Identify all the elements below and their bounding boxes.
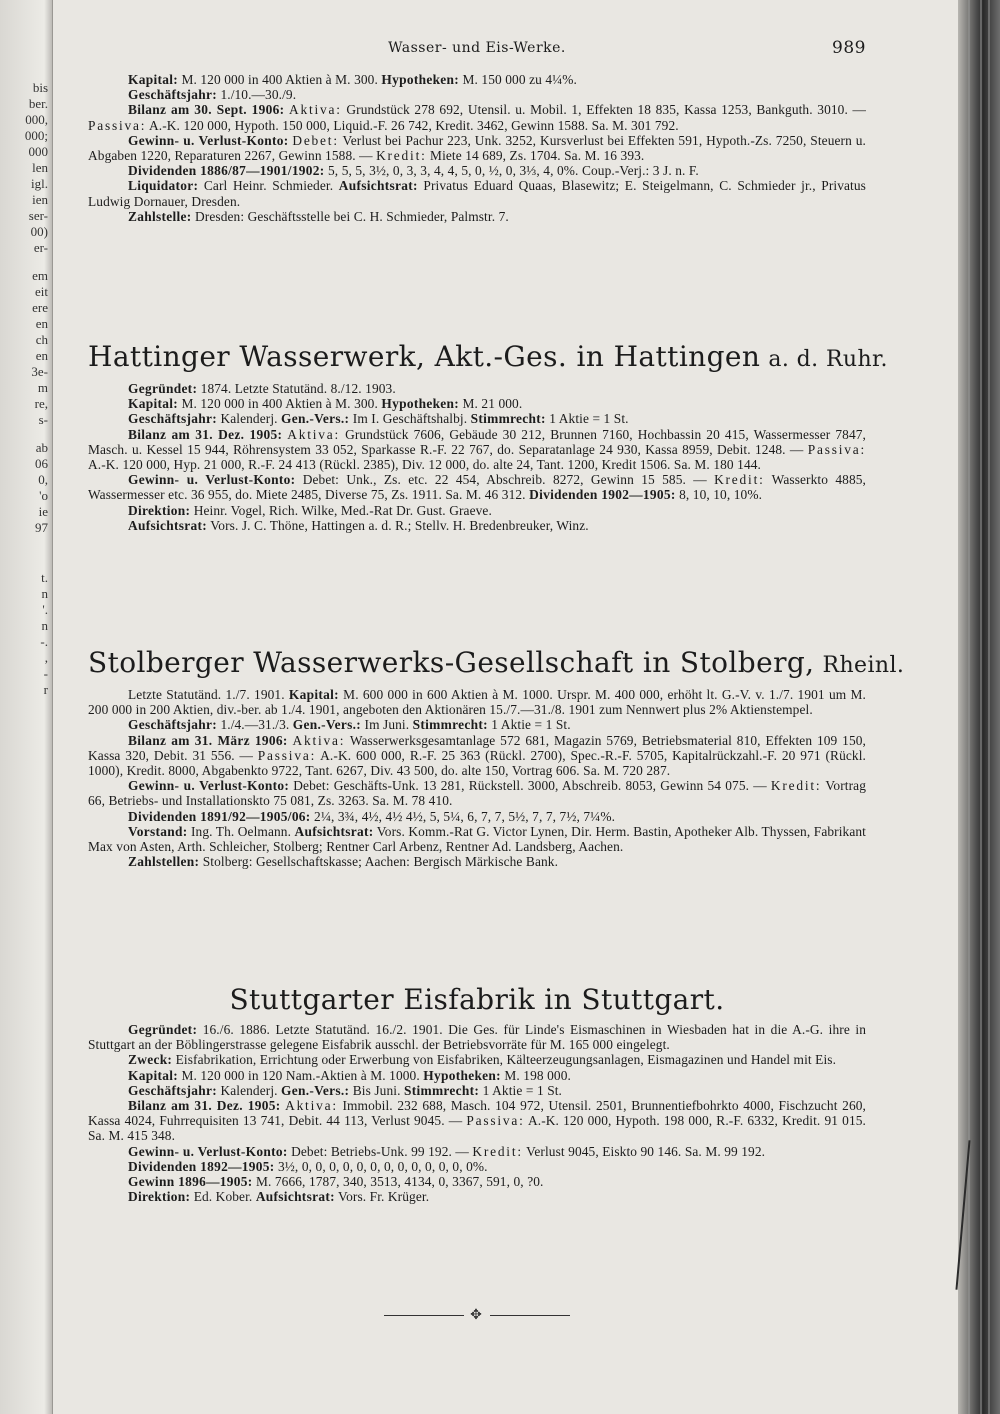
field-value: M. 120 000 in 400 Aktien à M. 300. [178, 72, 382, 87]
entry-stolberger-wasserwerks [88, 646, 905, 870]
field-label: Zweck: [128, 1052, 173, 1068]
entry-paragraph [88, 1068, 866, 1083]
entry-paragraph [88, 854, 866, 869]
company-name: Stuttgarter Eisfabrik in Stuttgart. [229, 983, 725, 1016]
field-label: Aufsichtsrat: [128, 517, 208, 533]
field-value: Verlust bei Pachur 223, Unk. 3252, Kursverlust bei Effekten 591, Hypoth.-Zs. 7250, Steuern u. Abgaben 1220, Reparaturen 2267, Gewinn 1588. — [88, 132, 866, 164]
entry-paragraph [88, 163, 866, 178]
field-value: Kalenderj. [217, 411, 282, 427]
field-value: Vors. Komm.-Rat G. Victor Lynen, Dir. Herm. Bastin, Apotheker Alb. Thyssen, Fabrikant Max von Asten, Arth. Schleicher, Stolberg; Rentner Carl Arbenz, Rentner Ad. Landsberg, Aachen. [88, 823, 866, 855]
field-value: Miete 14 689, Zs. 1704. Sa. M. 16 393. [426, 148, 645, 164]
field-label: Geschäftsjahr: [128, 1082, 217, 1098]
entry-paragraph [88, 778, 866, 808]
field-label: Gewinn- u. Verlust-Konto: [128, 1143, 288, 1159]
field-label: Stimmrecht: [470, 411, 546, 427]
field-label: Direktion: [128, 502, 191, 518]
edge-fragment: en [35, 316, 48, 331]
edge-fragment: 000; [24, 128, 48, 143]
field-label: Kapital: [128, 1067, 179, 1083]
field-value: Ed. Kober. [190, 1189, 256, 1205]
field-value: Heinr. Vogel, Rich. Wilke, Med.-Rat Dr. Gust. Graeve. [190, 502, 492, 518]
field-value: Letzte Statutänd. 1./7. 1901. [128, 687, 289, 702]
edge-fragment: em [32, 268, 48, 283]
edge-fragment: s- [38, 412, 48, 427]
field-label: Bilanz am 31. Dez. 1905: [128, 1098, 281, 1114]
entry-paragraph [88, 381, 866, 396]
entry-paragraph [88, 102, 866, 132]
field-label: Gewinn 1896—1905: [128, 1174, 253, 1190]
company-name: Hattinger Wasserwerk, Akt.-Ges. in Hattingen [88, 340, 761, 373]
entry-paragraph [88, 72, 866, 87]
entry-paragraph [88, 1174, 866, 1189]
field-value: Ing. Th. Oelmann. [187, 823, 295, 839]
previous-page-edge [0, 0, 53, 1414]
field-value: Privatus Eduard Quaas, Blasewitz; E. Steigelmann, C. Schmieder jr., Privatus Ludwig Dornauer, Dresden. [88, 178, 866, 209]
field-label: Gen.-Vers.: [281, 1082, 350, 1098]
field-label: Kredit: [770, 778, 822, 794]
field-value: Im Juni. [361, 717, 413, 733]
field-label: Passiva: [807, 441, 866, 457]
field-value: Wasserwerksgesamtanlage 572 681, Magazin 5769, Betriebsmaterial 810, Effekten 109 150, Kassa 320, Debit. 31 556. — [88, 732, 866, 763]
field-value: M. 21 000. [459, 396, 523, 412]
entry-paragraph [88, 1144, 866, 1159]
field-value: Carl Heinr. Schmieder. [198, 178, 339, 194]
field-value: Vortrag 66, Betriebs- und Installationskto 75 081, Zs. 3263. Sa. M. 78 410. [88, 778, 867, 809]
entry-paragraph [88, 1083, 866, 1098]
entry-body [88, 687, 866, 869]
field-label: Hypotheken: [423, 1067, 501, 1083]
company-location-suffix: a. d. Ruhr. [768, 347, 888, 372]
field-label: Geschäftsjahr: [128, 717, 217, 733]
field-value: A.-K. 120 000, Hyp. 21 000, R.-F. 24 413 (Rückl. 2385), Div. 12 000, do. alte 24, Tant. 1200, Kredit 1506. Sa. M. 180 144. [88, 457, 761, 473]
field-label: Kredit: [714, 472, 765, 488]
edge-fragment: m [37, 380, 48, 395]
field-value: A.-K. 120 000, Hypoth. 150 000, Liquid.-F. 26 742, Kredit. 3462, Gewinn 1588. Sa. M. 301 792. [146, 117, 679, 133]
edge-fragment: , [44, 650, 48, 665]
field-value: Dresden: Geschäftsstelle bei C. H. Schmieder, Palmstr. 7. [191, 208, 509, 224]
company-location-suffix: Rheinl. [822, 653, 905, 678]
field-label: Aktiva: [292, 732, 346, 748]
field-label: Aufsichtsrat: [255, 1189, 335, 1205]
field-value: Bis Juni. [349, 1082, 404, 1098]
edge-fragment: '. [42, 602, 48, 617]
field-label: Zahlstellen: [128, 854, 200, 870]
field-value: 1 Aktie = 1 St. [545, 411, 629, 427]
field-label: Kapital: [128, 396, 179, 412]
entry-paragraph [88, 717, 866, 732]
edge-fragment: 3e- [31, 364, 48, 379]
field-value: 8, 10, 10, 10%. [675, 487, 763, 503]
field-value: 2¼, 3¾, 4½, 4½ 4½, 5, 5¼, 6, 7, 7, 5½, 7, 7, 7½, 7¼%. [310, 808, 616, 824]
field-value: Verlust 9045, Eiskto 90 146. Sa. M. 99 192. [522, 1143, 766, 1159]
entry-body [88, 1022, 866, 1204]
field-value: Wasserkto 4885, Wassermesser etc. 36 955, do. Miete 2485, Diverse 75, Zs. 1911. Sa. M. 46 312. [88, 472, 866, 503]
field-label: Bilanz am 31. März 1906: [128, 732, 288, 748]
field-value: M. 150 000 zu 4¼%. [459, 72, 578, 87]
field-label: Kapital: [288, 687, 339, 702]
field-label: Bilanz am 31. Dez. 1905: [128, 426, 283, 442]
company-heading [88, 340, 888, 375]
running-head [88, 40, 866, 60]
field-label: Aktiva: [289, 102, 342, 118]
entry-paragraph [88, 427, 866, 473]
entry-paragraph [88, 733, 866, 779]
field-label: Kapital: [128, 72, 179, 87]
edge-fragment: ie [38, 504, 48, 519]
field-value: Eisfabrikation, Errichtung oder Erwerbung von Eisfabriken, Kälteerzeugungsanlagen, Eismagazinen und Handel mit Eis. [172, 1052, 837, 1068]
field-label: Dividenden 1902—1905: [529, 487, 676, 503]
field-value: A.-K. 120 000, Hypoth. 198 000, R.-F. 6332, Kredit. 91 015. Sa. M. 415 348. [88, 1113, 866, 1144]
field-label: Gegründet: [128, 1022, 198, 1037]
field-value: Debet: Geschäfts-Unk. 13 281, Rückstell. 3000, Abschreib. 8053, Gewinn 54 075. — [289, 778, 771, 794]
entry-paragraph [88, 1098, 866, 1144]
field-label: Zahlstelle: [128, 208, 192, 224]
field-label: Gegründet: [128, 381, 198, 396]
field-label: Dividenden 1886/87—1901/1902: [128, 163, 325, 179]
field-value: Immobil. 232 688, Masch. 104 972, Utensil. 2501, Brunnentiefbohrkto 4000, Fischzucht 260, Kassa 4024, Fuhrrequisiten 13 741, Debit. 44 113, Verlust 9045. — [88, 1098, 866, 1129]
edge-fragment: - [43, 666, 48, 681]
field-value: 16./6. 1886. Letzte Statutänd. 16./2. 1901. Die Ges. für Linde's Eismaschinen in Wiesbaden hat in die A.-G. ihre in Stuttgart an der Böblingerstrasse gelegene Eisfabrik ausschl. der Betriebsvorräte für M. 165 000 eingelegt. [88, 1022, 866, 1053]
field-label: Dividenden 1891/92—1905/06: [128, 808, 311, 824]
edge-fragment: r [43, 682, 48, 697]
field-value: Im I. Geschäftshalbj. [349, 411, 471, 427]
entry-stuttgarter-eisfabrik [88, 983, 866, 1323]
field-label: Geschäftsjahr: [128, 411, 217, 427]
entry-body [88, 381, 866, 533]
entry-paragraph [88, 396, 866, 411]
field-value: A.-K. 600 000, R.-F. 25 363 (Rückl. 2700), Spec.-R.-F. 5705, Kapitalrückzahl.-F. 20 971 (Rückl. 1000), Kredit. 8000, Abgabenkto 9722, Tant. 6267, Div. 43 500, do. alte 150, Vortrag 606. Sa. M. 720 287. [88, 747, 866, 779]
entry-paragraph [88, 133, 866, 163]
field-value: Debet: Unk., Zs. etc. 22 454, Abschreib. 8272, Gewinn 15 585. — [295, 472, 715, 488]
entry-paragraph [88, 87, 866, 102]
company-heading [88, 985, 866, 1016]
company-heading [88, 646, 905, 681]
edge-fragment: igl. [31, 176, 48, 191]
field-label: Gewinn- u. Verlust-Konto: [128, 472, 296, 488]
edge-fragment: re, [34, 396, 48, 411]
field-label: Aktiva: [285, 1098, 338, 1114]
entry-paragraph [88, 178, 866, 208]
entry-hattinger-wasserwerk [88, 340, 888, 533]
edge-fragment: 0, [38, 472, 48, 487]
edge-fragment: 06 [35, 456, 48, 471]
field-value: 5, 5, 5, 3½, 0, 3, 3, 4, 4, 5, 0, ½, 0, 3⅓, 4, 0%. Coup.-Verj.: 3 J. n. F. [324, 163, 699, 179]
page-title: Wasser- und Eis-Werke. [388, 40, 566, 56]
field-label: Gen.-Vers.: [292, 717, 362, 733]
field-label: Liquidator: [128, 178, 199, 194]
edge-fragment: 000, [25, 112, 48, 127]
company-name: Stolberger Wasserwerks-Gesellschaft in Stolberg, [88, 646, 815, 679]
field-value: M. 7666, 1787, 340, 3513, 4134, 0, 3367, 591, 0, ?0. [252, 1174, 544, 1190]
entry-paragraph [88, 209, 866, 224]
entry-paragraph [88, 1159, 866, 1174]
edge-fragment: ien [32, 192, 48, 207]
entry-paragraph [88, 1022, 866, 1052]
field-value: Grundstück 278 692, Utensil. u. Mobil. 1, Effekten 18 835, Kassa 1253, Bankguth. 3010. — [341, 102, 866, 118]
edge-fragment: -. [40, 634, 48, 649]
edge-fragment: 000 [28, 144, 48, 159]
entry-paragraph [88, 809, 866, 824]
field-label: Debet: [292, 132, 339, 148]
edge-fragment: bis [32, 80, 48, 95]
field-value: 1 Aktie = 1 St. [479, 1082, 563, 1098]
field-label: Passiva: [257, 747, 317, 763]
edge-fragment: t. [41, 570, 48, 585]
field-label: Bilanz am 30. Sept. 1906: [128, 102, 285, 118]
field-value: 1./4.—31./3. [217, 717, 293, 733]
field-value: Vors. Fr. Krüger. [334, 1189, 430, 1205]
edge-fragment: 00) [30, 224, 48, 239]
edge-fragment: ere [32, 300, 48, 315]
edge-fragment: ab [35, 440, 48, 455]
entry-paragraph [88, 824, 866, 854]
edge-fragment: 'o [39, 488, 48, 503]
entry-paragraph [88, 1052, 866, 1067]
field-value: Grundstück 7606, Gebäude 30 212, Brunnen 7160, Hochbassin 20 415, Wassermesser 7847, Masch. u. Kessel 15 944, Röhrensystem 33 052, Sparkasse R.-F. 22 767, do. Separatanlage 24 930, Kassa 8959, Debit. 1248. — [88, 426, 866, 457]
field-label: Aufsichtsrat: [294, 823, 374, 839]
field-label: Kredit: [376, 148, 427, 164]
entry-paragraph [88, 687, 866, 717]
field-label: Passiva: [88, 117, 147, 133]
entry-paragraph [88, 1189, 866, 1204]
field-label: Kredit: [472, 1143, 523, 1159]
end-ornament: ✥ [88, 1307, 866, 1323]
entry-dresden-continued [88, 72, 866, 224]
field-value: M. 120 000 in 120 Nam.-Aktien à M. 1000. [178, 1067, 424, 1083]
entry-paragraph [88, 411, 866, 426]
field-value: 3½, 0, 0, 0, 0, 0, 0, 0, 0, 0, 0, 0, 0, 0%. [274, 1158, 488, 1174]
field-label: Vorstand: [128, 823, 188, 839]
entry-body [88, 72, 866, 224]
edge-fragment: n [41, 618, 48, 633]
entry-paragraph [88, 518, 866, 533]
field-label: Hypotheken: [381, 72, 460, 87]
field-value: M. 120 000 in 400 Aktien à M. 300. [178, 396, 382, 412]
field-label: Aufsichtsrat: [338, 178, 418, 194]
edge-fragment: len [32, 160, 48, 175]
field-label: Stimmrecht: [412, 717, 488, 733]
edge-fragment: ser- [28, 208, 48, 223]
field-value: Vors. J. C. Thöne, Hattingen a. d. R.; Stellv. H. Bredenbreuker, Winz. [207, 517, 589, 533]
edge-fragment: eit [35, 284, 48, 299]
field-value: 1 Aktie = 1 St. [487, 717, 571, 733]
field-value: M. 198 000. [500, 1067, 571, 1083]
edge-fragment: er- [33, 240, 48, 255]
field-value: 1./10.—30./9. [217, 87, 297, 103]
field-label: Hypotheken: [381, 396, 460, 412]
field-value: Debet: Betriebs-Unk. 99 192. — [287, 1143, 473, 1159]
edge-fragment: 97 [35, 520, 48, 535]
previous-page-text-fragments [0, 80, 48, 698]
field-value: Kalenderj. [217, 1082, 282, 1098]
entry-paragraph [88, 503, 866, 518]
field-label: Aktiva: [287, 426, 341, 442]
entry-paragraph [88, 472, 866, 502]
field-label: Passiva: [466, 1113, 525, 1129]
field-value: M. 600 000 in 600 Aktien à M. 1000. Urspr. M. 400 000, erhöht lt. G.-V. v. 1./7. 1901 um M. 200 000 in 200 Aktien, div.-ber. ab 1./4. 1901, angeboten den Aktionären 15./7.—31./8. 1901 zum Nennwert plus 2% Aktienstempel. [88, 687, 866, 718]
field-label: Direktion: [128, 1189, 191, 1205]
field-label: Stimmrecht: [404, 1082, 480, 1098]
field-label: Gewinn- u. Verlust-Konto: [128, 132, 289, 148]
field-label: Gewinn- u. Verlust-Konto: [128, 778, 290, 794]
field-label: Geschäftsjahr: [128, 87, 217, 103]
field-label: Gen.-Vers.: [281, 411, 350, 427]
edge-fragment: ber. [28, 96, 48, 111]
field-value: 1874. Letzte Statutänd. 8./12. 1903. [197, 381, 396, 396]
field-value: Stolberg: Gesellschaftskasse; Aachen: Bergisch Märkische Bank. [199, 854, 559, 870]
edge-fragment: en [35, 348, 48, 363]
edge-fragment: n [41, 586, 48, 601]
edge-fragment: ch [35, 332, 48, 347]
page-number: 989 [832, 38, 866, 58]
field-label: Dividenden 1892—1905: [128, 1158, 275, 1174]
